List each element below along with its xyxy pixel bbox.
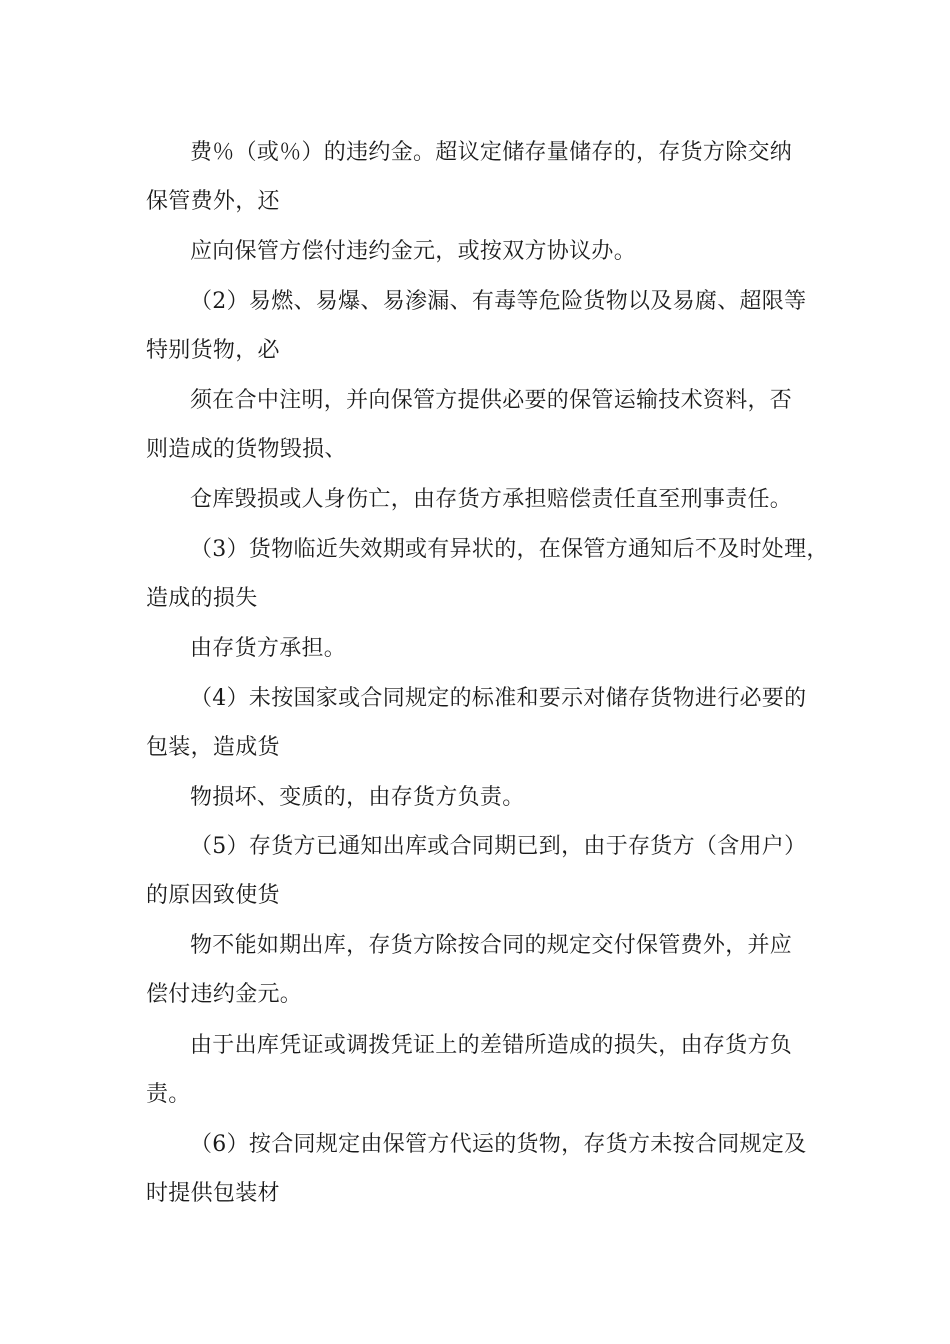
paragraph-4: [146, 376, 816, 474]
paragraph-line: 造成的损失: [146, 586, 258, 611]
paragraph-line: 由存货方承担。: [190, 636, 347, 661]
paragraph-3: [146, 277, 816, 375]
paragraph-line: 由于出库凭证或调拨凭证上的差错所造成的损失，由存货方负: [190, 1033, 793, 1058]
paragraph-line: 仓库毁损或人身伤亡，由存货方承担赔偿责任直至刑事责任。: [190, 487, 793, 512]
paragraph-line: 包装，造成货: [146, 735, 280, 760]
paragraph-11: [146, 921, 816, 1019]
paragraph-13: [146, 1120, 816, 1218]
paragraph-line: 保管费外，还: [146, 189, 280, 214]
paragraph-line: 偿付违约金元。: [146, 982, 303, 1007]
paragraph-9: [146, 773, 816, 822]
paragraph-line: 时提供包装材: [146, 1181, 280, 1206]
paragraph-line: 则造成的货物毁损、: [146, 437, 347, 462]
paragraph-line: （5）存货方已通知出库或合同期已到，由于存货方（含用户）: [190, 834, 807, 859]
paragraph-line: 物损坏、变质的，由存货方负责。: [190, 785, 525, 810]
paragraph-line: （3）货物临近失效期或有异状的，在保管方通知后不及时处理，: [190, 537, 829, 562]
paragraph-7: [146, 624, 816, 673]
paragraph-line: 须在合中注明，并向保管方提供必要的保管运输技术资料，否: [190, 388, 793, 413]
paragraph-line: （2）易燃、易爆、易渗漏、有毒等危险货物以及易腐、超限等: [190, 289, 807, 314]
paragraph-line: 责。: [146, 1082, 191, 1107]
paragraph-6: [146, 525, 829, 623]
paragraph-5: [146, 475, 816, 524]
paragraph-12: [146, 1021, 816, 1119]
paragraph-line: （4）未按国家或合同规定的标准和要示对储存货物进行必要的: [190, 686, 807, 711]
paragraph-1: [146, 128, 816, 226]
paragraph-line: 物不能如期出库，存货方除按合同的规定交付保管费外，并应: [190, 933, 793, 958]
paragraph-8: [146, 674, 816, 772]
paragraph-10: [146, 822, 816, 920]
paragraph-line: 费％（或％）的违约金。超议定储存量储存的，存货方除交纳: [190, 140, 793, 165]
paragraph-line: （6）按合同规定由保管方代运的货物，存货方未按合同规定及: [190, 1132, 807, 1157]
paragraph-line: 特别货物，必: [146, 338, 280, 363]
paragraph-line: 的原因致使货: [146, 883, 280, 908]
paragraph-2: [146, 227, 816, 276]
paragraph-line: 应向保管方偿付违约金元，或按双方协议办。: [190, 239, 637, 264]
